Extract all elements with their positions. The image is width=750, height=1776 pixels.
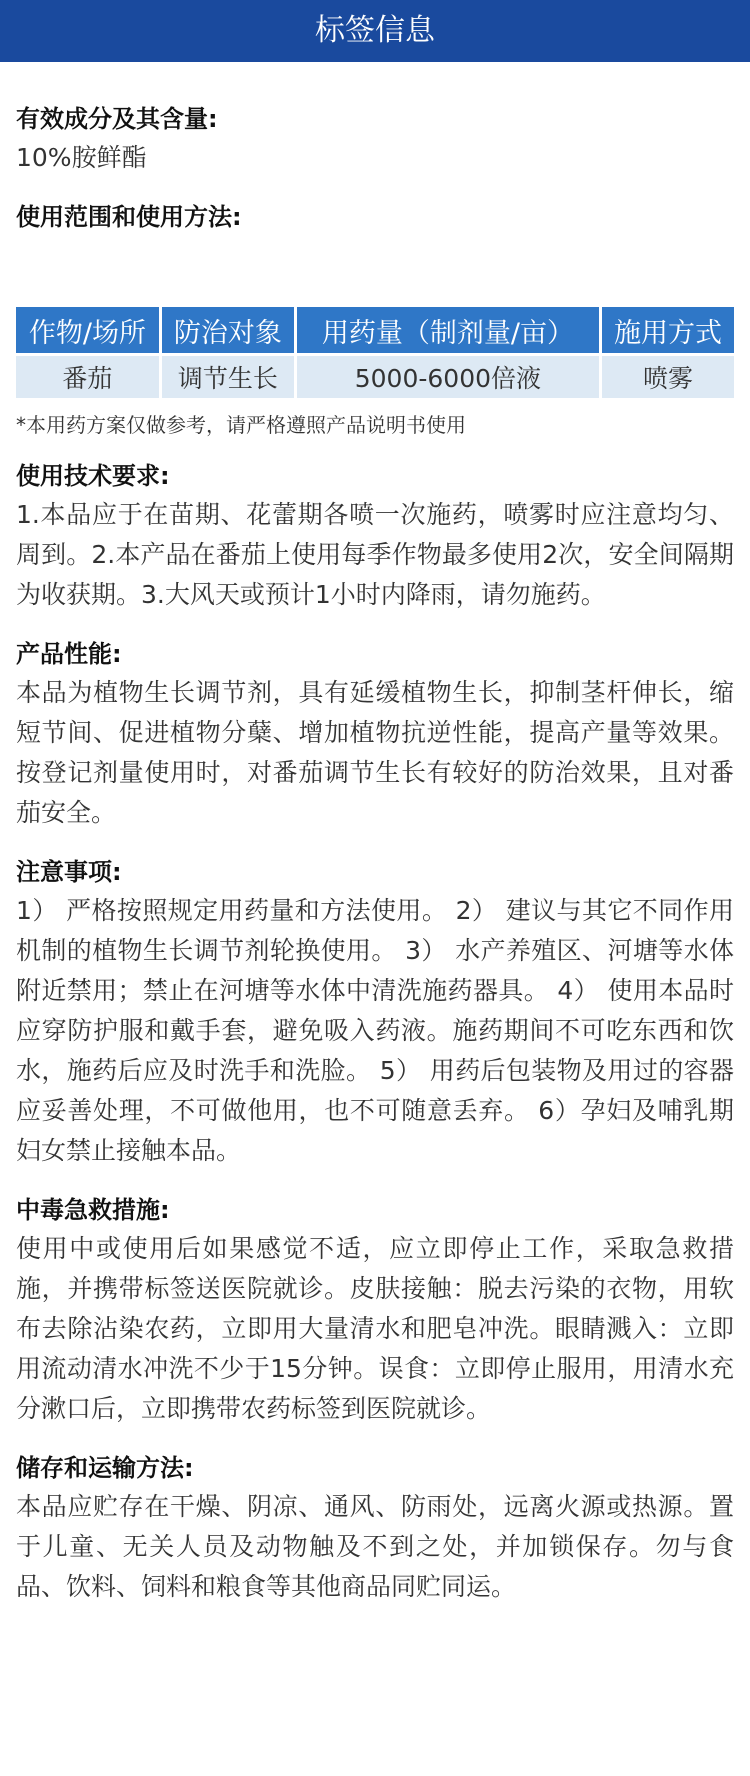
ingredients-title: 有效成分及其含量: (16, 105, 218, 133)
performance-title: 产品性能: (16, 640, 122, 668)
technical-body: 1.本品应于在苗期、花蕾期各喷一次施药，喷雾时应注意均匀、周到。2.本产品在番茄上使用每季作物最多使用2次，安全间隔期为收获期。3.大风天或预计1小时内降雨，请勿施药。 (16, 500, 734, 609)
first-aid-body: 使用中或使用后如果感觉不适，应立即停止工作，采取急救措施，并携带标签送医院就诊。皮肤接触：脱去污染的衣物，用软布去除沾染农药，立即用大量清水和肥皂冲洗。眼睛溅入：立即用流动清水冲洗不少于15分钟。误食：立即停止服用，用清水充分漱口后，立即携带农药标签到医院就诊。 (16, 1234, 734, 1423)
ingredients-value: 10%胺鲜酯 (16, 143, 147, 172)
column-header-method: 施用方式 (602, 307, 734, 353)
cell-crop: 番茄 (16, 356, 159, 398)
technical-section (16, 459, 734, 615)
usage-table-wrap (16, 304, 734, 439)
performance-body: 本品为植物生长调节剂，具有延缓植物生长，抑制茎杆伸长，缩短节间、促进植物分蘖、增加植物抗逆性能，提高产量等效果。按登记剂量使用时，对番茄调节生长有较好的防治效果，且对番茄安全。 (16, 678, 734, 827)
cell-target: 调节生长 (162, 356, 294, 398)
usage-scope-section (16, 200, 734, 234)
precautions-section (16, 855, 734, 1171)
column-header-crop: 作物/场所 (16, 307, 159, 353)
precautions-title: 注意事项: (16, 858, 122, 886)
storage-title: 储存和运输方法: (16, 1454, 194, 1482)
performance-section (16, 637, 734, 833)
page-title: 标签信息 (315, 13, 435, 48)
column-header-dosage: 用药量（制剂量/亩） (297, 307, 599, 353)
ingredients-section (16, 62, 734, 178)
column-header-target: 防治对象 (162, 307, 294, 353)
usage-table-header-row (16, 307, 734, 353)
storage-body: 本品应贮存在干燥、阴凉、通风、防雨处，远离火源或热源。置于儿童、无关人员及动物触及不到之处，并加锁保存。勿与食品、饮料、饲料和粮食等其他商品同贮同运。 (16, 1492, 734, 1601)
usage-table (13, 304, 737, 401)
precautions-body: 1） 严格按照规定用药量和方法使用。 2） 建议与其它不同作用机制的植物生长调节剂轮换使用。 3） 水产养殖区、河塘等水体附近禁用；禁止在河塘等水体中清洗施药器具。 4） 使用本品时应穿防护服和戴手套，避免吸入药液。施药期间不可吃东西和饮水，施药后应及时洗手和洗脸。 5） 用药后包装物及用过的容器应妥善处理，不可做他用，也不可随意丢弃。 6）孕妇及哺乳期妇女禁止接触本品。 (16, 896, 734, 1165)
cell-dosage: 5000-6000倍液 (297, 356, 599, 398)
first-aid-section (16, 1193, 734, 1429)
technical-title: 使用技术要求: (16, 462, 170, 490)
label-content (0, 62, 750, 1607)
usage-scope-title: 使用范围和使用方法: (16, 203, 242, 231)
page-header (0, 0, 750, 62)
usage-note: *本用药方案仅做参考，请严格遵照产品说明书使用 (16, 413, 466, 437)
cell-method: 喷雾 (602, 356, 734, 398)
first-aid-title: 中毒急救措施: (16, 1196, 170, 1224)
table-row (16, 356, 734, 398)
storage-section (16, 1451, 734, 1607)
